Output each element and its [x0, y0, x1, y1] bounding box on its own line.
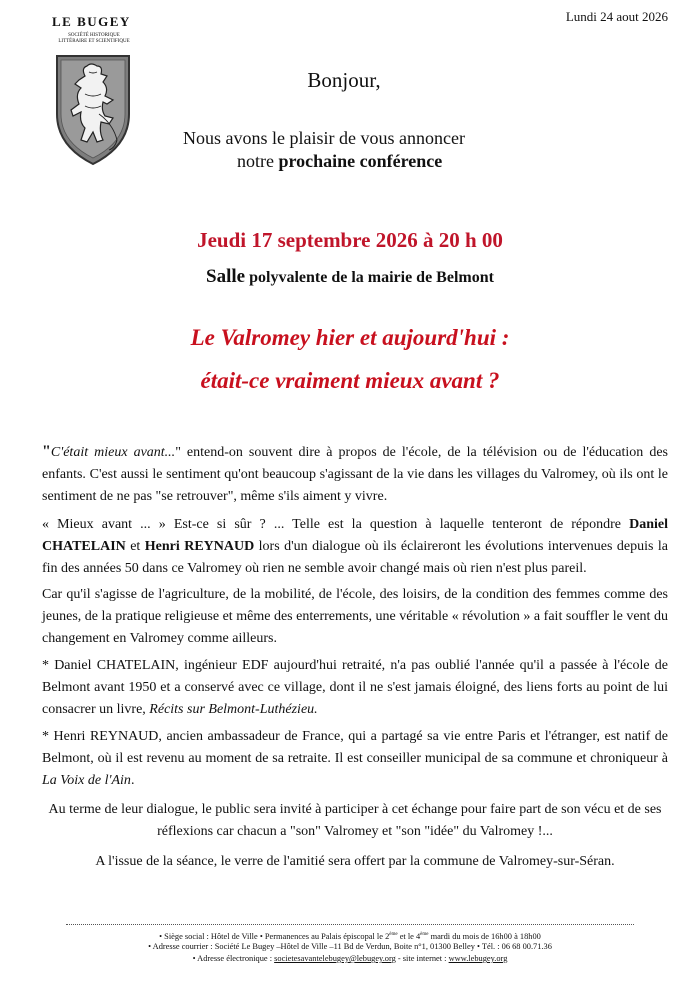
paragraph-intro: "C'était mieux avant..." entend-on souvent dire à propos de l'école, de la télévision ou de l'éducation des enfants. C'est aussi le sentiment qu'ont beaucoup s'agissant de la vie dans les villages du Valromey, où ils ont le sentiment de ne pas "se retrouver", même s'ils aiment y vivre. — [42, 443, 668, 504]
paragraph-chatelain: * Daniel CHATELAIN, ingénieur EDF aujourd'hui retraité, n'a pas oublié l'année qu'il a passée à l'école de Belmont avant 1950 et a conservé avec ce village, dont il ne s'est jamais éloigné, des liens forts au point de lui consacrer un livre, Récits sur Belmont-Luthézieu. — [42, 658, 668, 717]
logo-subtitle: SOCIÉTÉ HISTORIQUE LITTÉRAIRE ET SCIENTIFIQUE — [58, 33, 130, 44]
conference-title-line-1: Le Valromey hier et aujourd'hui : — [190, 325, 510, 350]
event-venue: Salle polyvalente de la mairie de Belmont — [206, 266, 494, 287]
logo-title: LE BUGEY — [52, 14, 131, 29]
paragraph-speakers: « Mieux avant ... » Est-ce si sûr ? ... Telle est la question à laquelle tenteront de répondre Daniel CHATELAIN et Henri REYNAUD lors d'un dialogue où ils éclaireront les évolutions intervenues depuis la fin des années 50 dans ce Valromey où rien ne semble avoir changé mais où rien n'est plus pareil. — [42, 517, 669, 576]
paragraph-changes: Car qu'il s'agisse de l'agriculture, de la mobilité, de l'école, des loisirs, de la condition des femmes comme des jeunes, de la pratique religieuse et même des enterrements, une véritable « révolution » a fait souffler le vent du changement en Valromey comme ailleurs. — [42, 587, 668, 646]
intro-line-2: notre prochaine conférence — [237, 151, 443, 171]
footer-website-link[interactable]: www.lebugey.org — [448, 954, 508, 963]
conference-title-line-2: était-ce vraiment mieux avant ? — [200, 368, 500, 393]
document-date: Lundi 24 aout 2026 — [565, 9, 668, 24]
greeting: Bonjour, — [307, 68, 381, 92]
paragraph-reception: A l'issue de la séance, le verre de l'amitié sera offert par la commune de Valromey-sur-Séran. — [95, 854, 615, 869]
society-logo — [38, 14, 148, 179]
footer-email-link[interactable]: societesavantelebugey@lebugey.org — [274, 954, 396, 963]
paragraph-dialogue: Au terme de leur dialogue, le public sera invité à participer à cet échange pour faire part de son vécu et de ses réflexions car chacun a "son" Valromey et "son "idée" du Valromey !... — [48, 802, 662, 839]
paragraph-reynaud: * Henri REYNAUD, ancien ambassadeur de France, qui a partagé sa vie entre Paris et l'étranger, est natif de Belmont, où il est revenu au moment de sa retraite. Il est conseiller municipal de sa commune et chroniqueur à La Voix de l'Ain. — [42, 729, 668, 788]
footer-divider — [66, 924, 634, 925]
footer-line-mail: • Adresse courrier : Société Le Bugey –Hôtel de Ville –11 Bd de Verdun, Boite n°1, 01300 Belley • Tél. : 06 68 00.71.36 — [148, 942, 552, 951]
footer-line-address: • Siège social : Hôtel de Ville • Permanences au Palais épiscopal le 2ème et le 4ème mardi du mois de 16h00 à 18h00 — [159, 931, 541, 941]
intro-line-1: Nous avons le plaisir de vous annoncer — [183, 128, 465, 148]
event-date: Jeudi 17 septembre 2026 à 20 h 00 — [197, 228, 503, 252]
footer-line-contact: • Adresse électronique : societesavantelebugey@lebugey.org - site internet : www.lebugey.org — [192, 954, 508, 963]
